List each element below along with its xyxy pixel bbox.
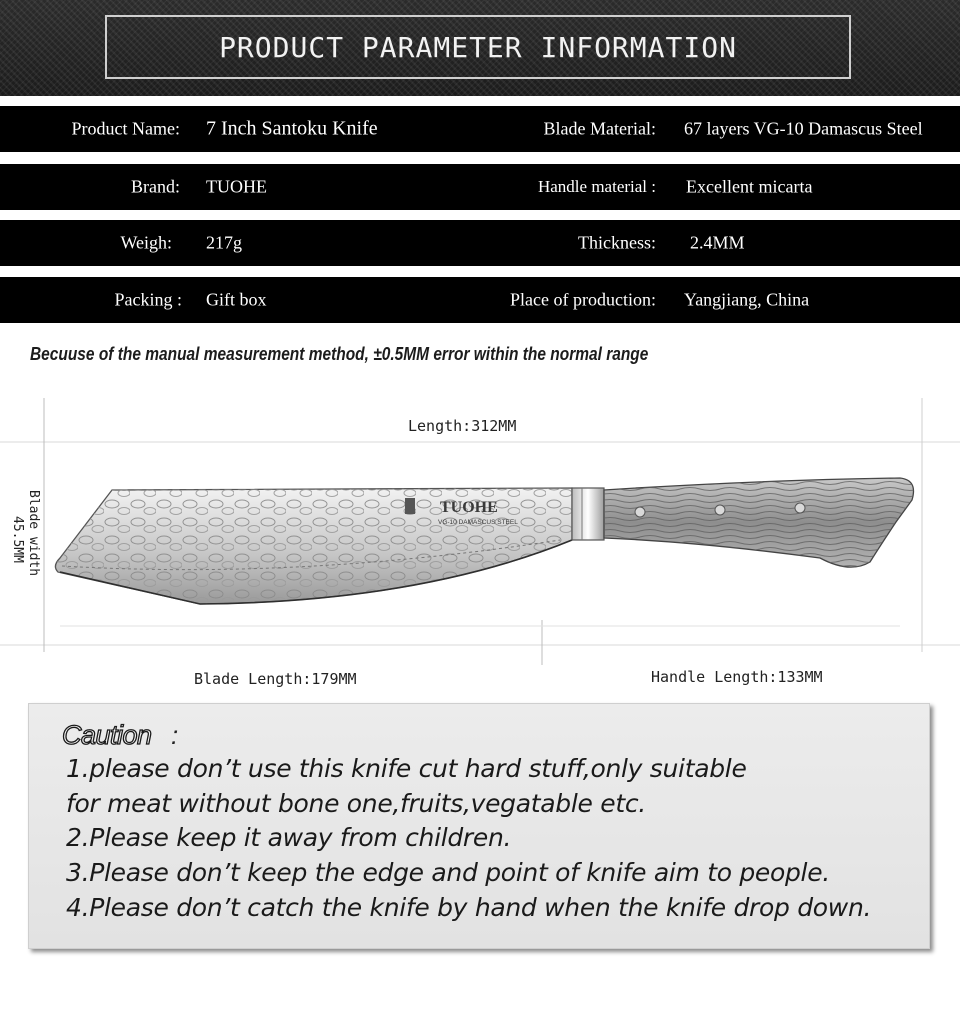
param-label: Handle material : <box>537 177 656 196</box>
knife-diagram <box>0 390 960 700</box>
param-label: Product Name: <box>71 118 180 139</box>
caution-line: 4.Please don’t catch the knife by hand when the knife drop down. <box>66 893 872 922</box>
param-value: Yangjiang, China <box>684 289 810 310</box>
param-row-packing <box>0 277 960 323</box>
param-label: Packing : <box>114 289 182 310</box>
param-row-weight <box>0 220 960 266</box>
knife-illustration <box>0 390 960 700</box>
header-frame <box>105 15 851 79</box>
brand-logo-icon <box>405 498 415 514</box>
caution-line: 3.Please don’t keep the edge and point of knife aim to people. <box>66 858 830 887</box>
handle-length-label: Handle Length:133MM <box>651 668 823 686</box>
param-value: 7 Inch Santoku Knife <box>206 117 378 140</box>
param-row-brand <box>0 164 960 210</box>
param-label: Weigh: <box>120 232 172 253</box>
blade-width-value: 45.5MM <box>10 516 25 563</box>
measurement-note: Becuuse of the manual measurement method, ±0.5MM error within the normal range <box>30 344 649 364</box>
param-row-product-name <box>0 106 960 152</box>
page-title: PRODUCT PARAMETER INFORMATION <box>219 30 737 64</box>
param-label: Place of production: <box>510 289 656 310</box>
length-label: Length:312MM <box>408 417 517 435</box>
header-banner <box>0 0 960 96</box>
blade-width-label: Blade width <box>26 490 41 577</box>
blade-logo-brand: TUOHE <box>440 499 498 516</box>
blade-length-label: Blade Length:179MM <box>194 670 357 688</box>
caution-colon: : <box>171 720 179 750</box>
param-value: Excellent micarta <box>686 176 813 197</box>
caution-line: for meat without bone one,fruits,vegatable etc. <box>66 789 646 818</box>
caution-title: Caution <box>62 720 152 750</box>
param-label: Blade Material: <box>543 118 656 139</box>
param-value: 67 layers VG-10 Damascus Steel <box>684 118 923 139</box>
param-value: 2.4MM <box>690 232 745 253</box>
param-value: Gift box <box>206 289 267 310</box>
caution-panel <box>28 703 930 949</box>
caution-line: 2.Please keep it away from children. <box>66 823 512 852</box>
param-value: 217g <box>206 232 242 253</box>
param-value: TUOHE <box>206 176 267 197</box>
blade-logo-steel: VG-10 DAMASCUS STEEL <box>438 519 518 526</box>
caution-line: 1.please don’t use this knife cut hard stuff,only suitable <box>66 754 747 783</box>
param-label: Thickness: <box>578 232 656 253</box>
param-label: Brand: <box>131 176 180 197</box>
